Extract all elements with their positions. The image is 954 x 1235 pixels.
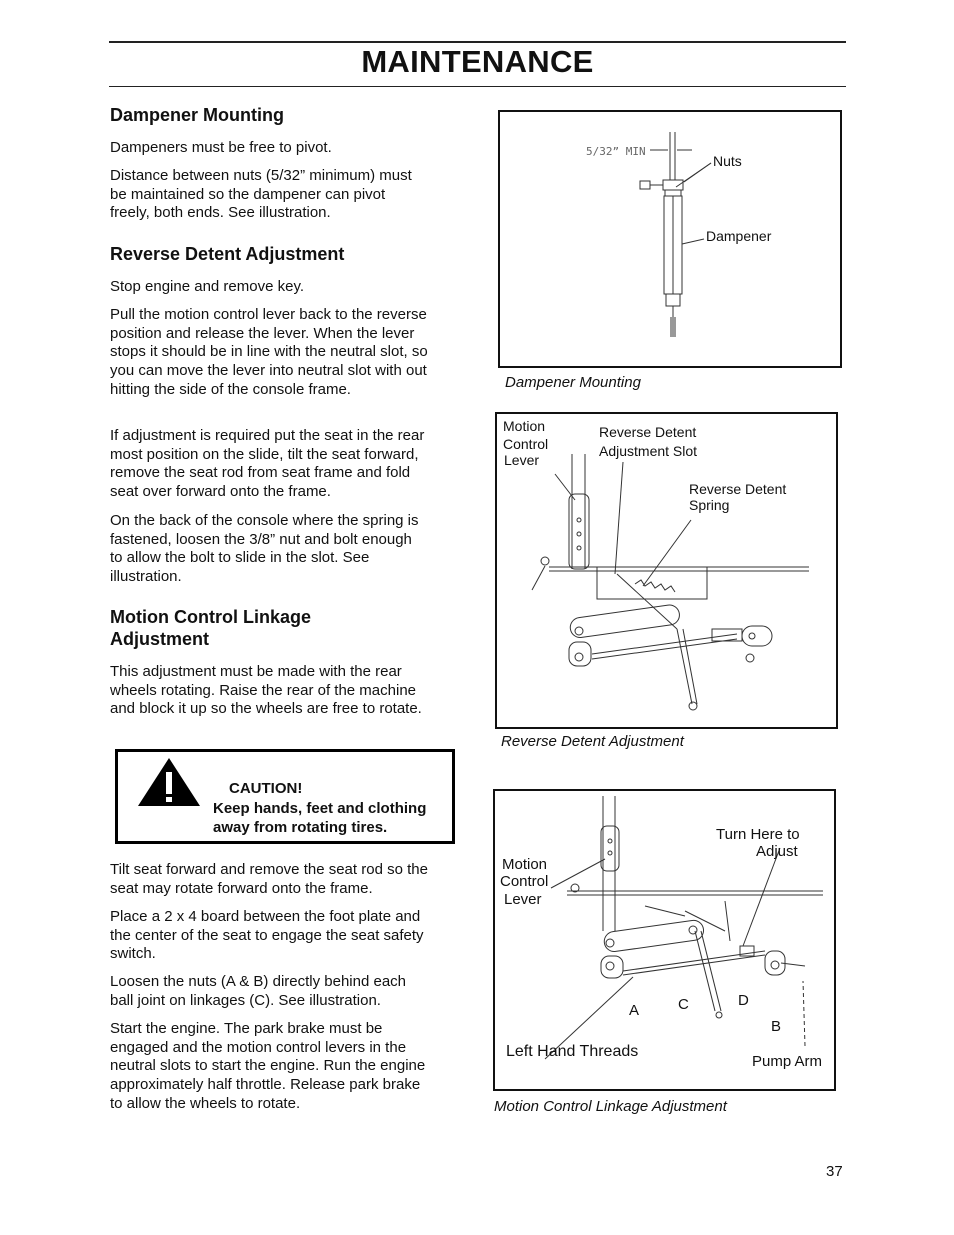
page-title: MAINTENANCE (361, 44, 594, 79)
rd-slot-label-1: Reverse Detent (599, 424, 697, 440)
motion-control-heading: Motion Control Linkage Adjustment (110, 607, 311, 649)
rd-lever-label-1: Motion (503, 418, 546, 434)
motion-control-p4 (110, 973, 428, 1010)
dampener-illustration (500, 112, 840, 366)
warning-triangle-icon (136, 756, 202, 808)
turn-label-1: Turn Here to (716, 826, 800, 843)
reverse-detent-p3 (110, 427, 428, 502)
motion-control-p3 (110, 908, 428, 964)
motion-control-p1 (110, 663, 428, 719)
motion-control-p4-text: Loosen the nuts (A & B) directly behind each ball joint on linkages (C). See illustration. (110, 973, 407, 1009)
mc-lever-label-3: Lever (504, 891, 542, 908)
rd-slot-label-2: Adjustment Slot (599, 443, 698, 459)
pump-arm-label: Pump Arm (752, 1053, 823, 1070)
reverse-detent-p4-text: On the back of the console where the spring is fastened, loosen the 3/8” nut and bolt enough to allow the bolt to slide in the slot. See illustration. (110, 512, 419, 586)
reverse-detent-p1 (110, 278, 428, 297)
dampener-caption: Dampener Mounting (505, 374, 641, 391)
dampener-p1-text: Dampeners must be free to pivot. (110, 139, 332, 156)
motion-control-p5-text: Start the engine. The park brake must be engaged and the motion control levers in the neutral slots to start the engine. Run the engine approximately half throttle. Release park brake to allow the wheels to rotate. (110, 1020, 426, 1112)
rd-lever-label-3: Lever (504, 452, 540, 468)
dampener-p2-text: Distance between nuts (5/32” minimum) must be maintained so the dampener can pivot freely, both ends. See illustration. (110, 167, 412, 222)
reverse-detent-p2-text: Pull the motion control lever back to the reverse position and release the lever. When the lever stops it should be in line with the neutral slot, so you can move the lever into neutral slot with out hitting the side of the console frame. (110, 306, 428, 398)
label-d: D (738, 992, 749, 1009)
motion-control-p3-text: Place a 2 x 4 board between the foot plate and the center of the seat to engage the seat safety switch. (110, 908, 424, 963)
rd-spring-label-2: Spring (689, 497, 730, 513)
turn-label-2: Adjust (756, 843, 798, 860)
motion-control-p5 (110, 1020, 428, 1114)
dampener-p1 (110, 139, 428, 158)
caution-title: CAUTION! (229, 780, 303, 797)
header-top-rule (109, 41, 846, 43)
reverse-detent-p3-text: If adjustment is required put the seat in the rear most position on the slide, tilt the seat forward, remove the seat rod from seat frame and fold seat over forward onto the frame. (110, 427, 425, 501)
label-c: C (678, 996, 689, 1013)
motion-control-section (110, 606, 360, 650)
dampener-section (110, 104, 428, 126)
motion-control-p2 (110, 861, 428, 898)
header-bottom-rule (109, 86, 846, 87)
rd-spring-label-1: Reverse Detent (689, 481, 787, 497)
reverse-detent-p2 (110, 306, 428, 400)
dampener-p2 (110, 167, 428, 223)
mc-lever-label-2: Control (500, 873, 549, 890)
dampener-label: Dampener (706, 228, 772, 244)
reverse-detent-p1-text: Stop engine and remove key. (110, 278, 305, 295)
reverse-detent-illustration (497, 414, 836, 727)
reverse-detent-heading: Reverse Detent Adjustment (110, 244, 345, 264)
caution-text: Keep hands, feet and clothing away from rotating tires. (213, 800, 427, 836)
label-a: A (629, 1002, 640, 1019)
reverse-detent-p4 (110, 512, 428, 587)
rd-lever-label-2: Control (503, 436, 549, 452)
reverse-detent-section (110, 243, 428, 265)
page-number: 37 (826, 1163, 843, 1180)
motion-control-p2-text: Tilt seat forward and remove the seat rod so the seat may rotate forward onto the frame. (110, 861, 428, 897)
nuts-label: Nuts (713, 153, 742, 169)
motion-control-p1-text: This adjustment must be made with the rear wheels rotating. Raise the rear of the machine and block it up so the wheels are free to rotate. (110, 663, 422, 718)
dampener-heading: Dampener Mounting (110, 105, 284, 125)
reverse-detent-caption: Reverse Detent Adjustment (501, 733, 684, 750)
dimension-label: 5/32” MIN (586, 145, 646, 158)
mc-lever-label-1: Motion (502, 856, 548, 873)
left-threads-label: Left Hand Threads (506, 1043, 639, 1060)
linkage-caption: Motion Control Linkage Adjustment (494, 1098, 727, 1115)
label-b: B (771, 1018, 782, 1035)
